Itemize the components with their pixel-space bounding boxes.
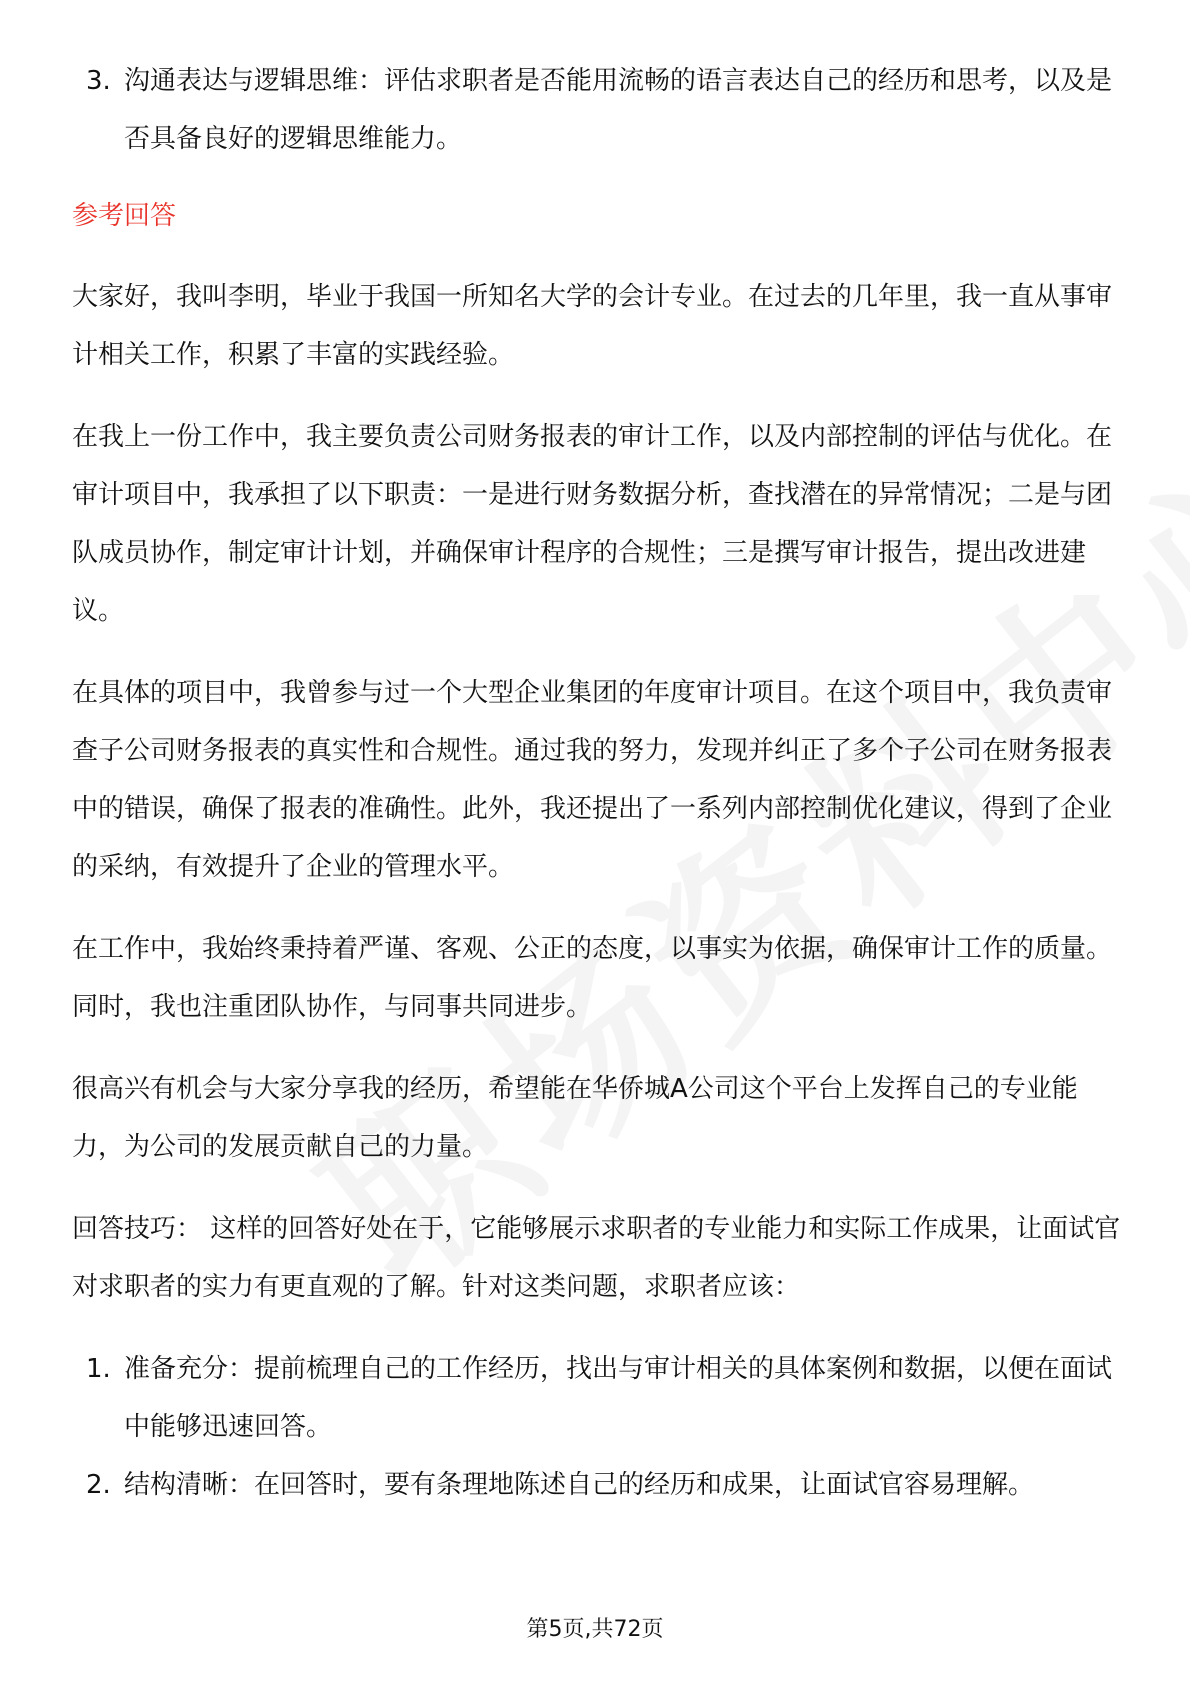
list-item	[72, 1456, 1122, 1514]
list-item-text: 沟通表达与逻辑思维：评估求职者是否能用流畅的语言表达自己的经历和思考，以及是否具备良好的逻辑思维能力。	[124, 66, 1113, 154]
page-number-footer: 第5页,共72页	[526, 1617, 664, 1642]
paragraph-attitude: 在工作中，我始终秉持着严谨、客观、公正的态度，以事实为依据，确保审计工作的质量。同时，我也注重团队协作，与同事共同进步。	[72, 934, 1113, 1022]
tips-numbered-list	[72, 1340, 1122, 1514]
paragraph-previous-job: 在我上一份工作中，我主要负责公司财务报表的审计工作，以及内部控制的评估与优化。在审计项目中，我承担了以下职责：一是进行财务数据分析，查找潜在的异常情况；二是与团队成员协作，制定审计计划，并确保审计程序的合规性；三是撰写审计报告，提出改进建议。	[72, 422, 1113, 626]
list-item	[72, 1340, 1122, 1456]
paragraph-intro: 大家好，我叫李明，毕业于我国一所知名大学的会计专业。在过去的几年里，我一直从事审计相关工作，积累了丰富的实践经验。	[72, 282, 1113, 370]
list-item-text: 结构清晰：在回答时，要有条理地陈述自己的经历和成果，让面试官容易理解。	[124, 1470, 1035, 1500]
paragraph-closing: 很高兴有机会与大家分享我的经历，希望能在华侨城A公司这个平台上发挥自己的专业能力，为公司的发展贡献自己的力量。	[72, 1074, 1078, 1162]
top-numbered-list	[72, 52, 1122, 168]
list-item-number: 1.	[86, 1354, 111, 1384]
list-item-number: 2.	[86, 1470, 111, 1500]
document-body	[72, 52, 1122, 1514]
paragraph-project: 在具体的项目中，我曾参与过一个大型企业集团的年度审计项目。在这个项目中，我负责审查子公司财务报表的真实性和合规性。通过我的努力，发现并纠正了多个子公司在财务报表中的错误，确保了报表的准确性。此外，我还提出了一系列内部控制优化建议，得到了企业的采纳，有效提升了企业的管理水平。	[72, 678, 1113, 882]
paragraph-answer-tips: 回答技巧： 这样的回答好处在于，它能够展示求职者的专业能力和实际工作成果，让面试官对求职者的实力有更直观的了解。针对这类问题，求职者应该：	[72, 1214, 1121, 1302]
list-item	[72, 52, 1122, 168]
section-heading: 参考回答	[72, 201, 177, 231]
list-item-text: 准备充分：提前梳理自己的工作经历，找出与审计相关的具体案例和数据，以便在面试中能够迅速回答。	[124, 1354, 1113, 1442]
list-item-number: 3.	[86, 66, 111, 96]
